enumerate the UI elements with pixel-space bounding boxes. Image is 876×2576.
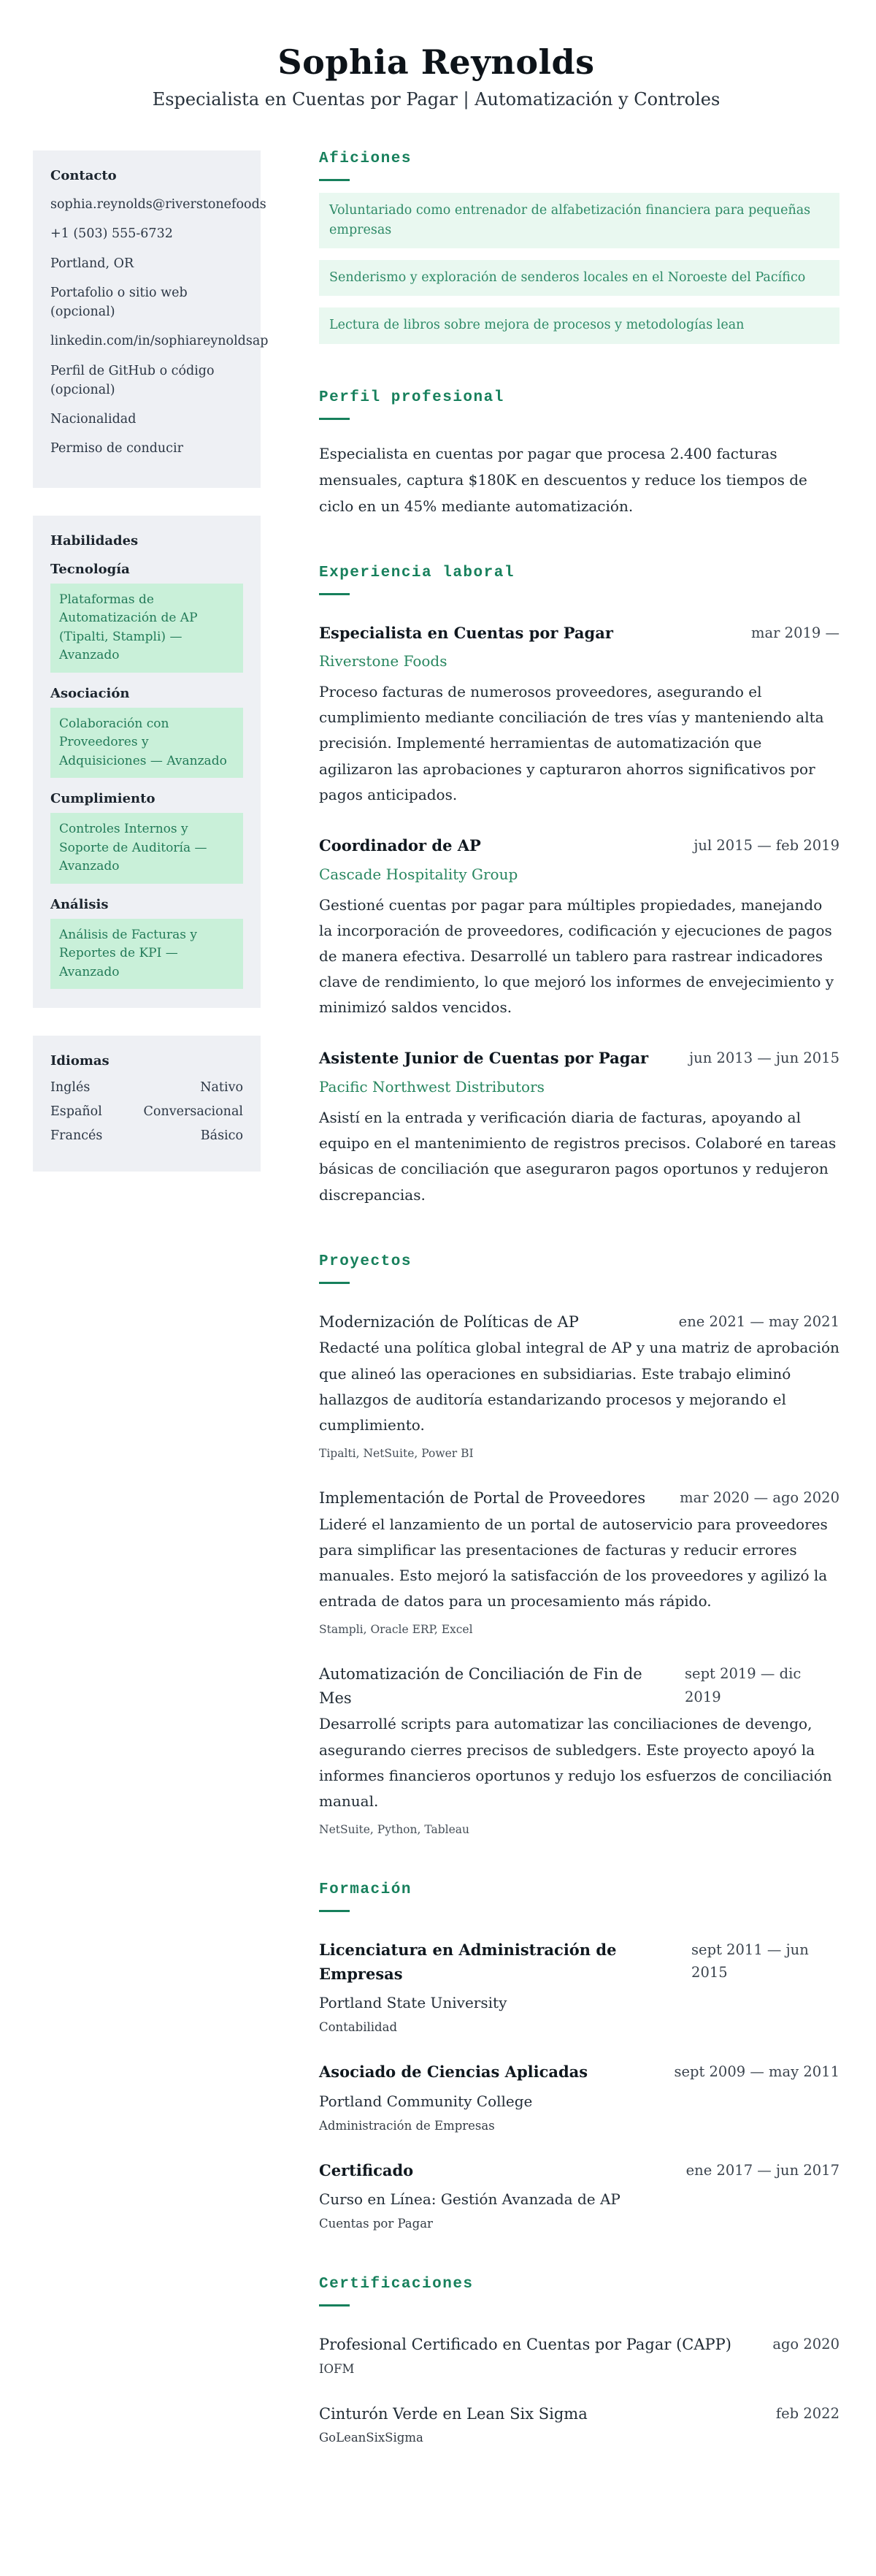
contact-item-linkedin: linkedin.com/in/sophiareynoldsap	[50, 334, 269, 349]
skill-category-label: Asociación	[50, 685, 130, 701]
language-level: Básico	[200, 1128, 243, 1143]
person-name: Sophia Reynolds	[277, 42, 595, 82]
project-entry	[319, 1662, 840, 1836]
education-school: Portland Community College	[319, 2092, 533, 2110]
section-underline	[319, 179, 350, 181]
experience-title: Experiencia laboral	[319, 564, 515, 581]
job-title: Especialista en Cuentas por Pagar	[319, 623, 613, 642]
job-header-left	[319, 834, 518, 885]
certification-name: Profesional Certificado en Cuentas por Pagar (CAPP)	[319, 2336, 731, 2354]
section-education	[319, 1881, 840, 2231]
job-title: Coordinador de AP	[319, 836, 481, 855]
language-level: Nativo	[200, 1080, 243, 1095]
contact-item-portfolio: Portafolio o sitio web (opcional)	[50, 285, 188, 319]
language-name: Inglés	[50, 1080, 91, 1095]
section-experience	[319, 565, 840, 1208]
education-header-left	[319, 2060, 588, 2133]
job-header	[319, 1047, 840, 1098]
contact-item-driving-license: Permiso de conducir	[50, 441, 183, 456]
skill-category-label: Tecnología	[50, 561, 130, 577]
project-tools: Tipalti, NetSuite, Power BI	[319, 1447, 474, 1461]
job-description: Asistí en la entrada y verificación diaria de facturas, apoyando al equipo en el mantenimiento de registros precisos. Colaboré en tareas básicas de conciliación que aseguraron pagos oportunos y redujeron discrepancias.	[319, 1109, 837, 1204]
project-dates: ene 2021 — may 2021	[678, 1312, 840, 1330]
education-school: Portland State University	[319, 1994, 507, 2012]
contact-card	[33, 150, 269, 488]
education-title: Formación	[319, 1881, 412, 1899]
skill-group	[50, 791, 243, 884]
certifications-title: Certificaciones	[319, 2276, 474, 2293]
education-header	[319, 2159, 840, 2231]
resume-header	[33, 42, 840, 110]
section-underline	[319, 593, 350, 595]
project-tools: Stampli, Oracle ERP, Excel	[319, 1623, 473, 1637]
project-header-left	[319, 1486, 645, 1510]
project-entry	[319, 1486, 840, 1636]
skill-group	[50, 897, 243, 990]
skill-chip: Plataformas de Automatización de AP (Tipalti, Stampli) — Avanzado	[50, 584, 243, 673]
job-dates: jun 2013 — jun 2015	[689, 1050, 840, 1067]
contact-item-phone: +1 (503) 555-6732	[50, 226, 173, 242]
language-row	[50, 1104, 243, 1119]
skill-category-label: Análisis	[50, 896, 109, 912]
certification-name: Cinturón Verde en Lean Six Sigma	[319, 2404, 588, 2423]
education-dates: sept 2011 — jun 2015	[691, 1941, 809, 1981]
project-title: Modernización de Políticas de AP	[319, 1312, 579, 1331]
job-header	[319, 622, 840, 673]
hobby-chip: Voluntariado como entrenador de alfabetización financiera para pequeñas empresas	[319, 193, 840, 248]
content-columns	[33, 150, 840, 2490]
project-entry	[319, 1310, 840, 1460]
certification-date: ago 2020	[772, 2336, 840, 2353]
education-entry	[319, 2159, 840, 2231]
job-company: Riverstone Foods	[319, 652, 447, 670]
skill-chip: Controles Internos y Soporte de Auditoría — Avanzado	[50, 813, 243, 884]
job-description: Proceso facturas de numerosos proveedores, asegurando el cumplimiento mediante conciliación de tres vías y manteniendo alta precisión. Implementé herramientas de automatización que agilizaron las aprobaciones y capturaron ahorros significativos por pagos anticipados.	[319, 683, 824, 803]
education-header-left	[319, 1938, 681, 2034]
section-certifications	[319, 2276, 840, 2445]
certification-header-left	[319, 2402, 588, 2445]
main-column	[319, 150, 840, 2490]
section-underline	[319, 2304, 350, 2306]
projects-title: Proyectos	[319, 1253, 412, 1270]
language-level: Conversacional	[143, 1104, 243, 1119]
job-header	[319, 834, 840, 885]
project-dates: sept 2019 — dic 2019	[685, 1665, 802, 1705]
education-focus: Cuentas por Pagar	[319, 2217, 433, 2231]
education-header-left	[319, 2159, 620, 2231]
project-title: Implementación de Portal de Proveedores	[319, 1489, 646, 1507]
language-name: Español	[50, 1104, 102, 1119]
job-entry	[319, 1047, 840, 1207]
skill-group	[50, 686, 243, 779]
skill-chip: Colaboración con Proveedores y Adquisiciones — Avanzado	[50, 708, 243, 779]
project-tools: NetSuite, Python, Tableau	[319, 1823, 469, 1837]
language-row	[50, 1080, 243, 1095]
education-focus: Contabilidad	[319, 2020, 398, 2035]
education-header	[319, 1938, 840, 2034]
contact-title: Contacto	[50, 168, 117, 183]
job-description: Gestioné cuentas por pagar para múltiples propiedades, manejando la incorporación de proveedores, codificación y ejecuciones de pagos de manera efectiva. Desarrollé un tablero para rastrear indicadores clave de rendimiento, lo que mejoró los informes de envejecimiento y minimizó saldos vencidos.	[319, 895, 834, 1017]
profile-text: Especialista en cuentas por pagar que procesa 2.400 facturas mensuales, captura $180K en descuentos y reduce los tiempos de ciclo en un 45% mediante automatización.	[319, 444, 807, 515]
skills-title: Habilidades	[50, 532, 139, 549]
certification-entry	[319, 2402, 840, 2445]
skill-category-label: Cumplimiento	[50, 791, 155, 806]
hobby-chip: Lectura de libros sobre mejora de procesos y metodologías lean	[319, 307, 840, 343]
job-entry	[319, 622, 840, 808]
sidebar	[33, 150, 269, 1199]
certification-issuer: IOFM	[319, 2361, 355, 2376]
section-hobbies	[319, 150, 840, 344]
person-tagline: Especialista en Cuentas por Pagar | Automatización y Controles	[152, 89, 721, 110]
languages-card	[33, 1036, 261, 1172]
languages-title: Idiomas	[50, 1053, 110, 1069]
job-header-left	[319, 622, 613, 673]
education-dates: sept 2009 — may 2011	[674, 2063, 840, 2081]
job-dates: jul 2015 — feb 2019	[694, 836, 840, 854]
education-dates: ene 2017 — jun 2017	[685, 2161, 840, 2179]
project-header	[319, 1662, 840, 1710]
certification-date: feb 2022	[775, 2404, 840, 2422]
job-title: Asistente Junior de Cuentas por Pagar	[319, 1049, 649, 1068]
education-entry	[319, 2060, 840, 2133]
education-degree: Certificado	[319, 2160, 414, 2179]
project-title: Automatización de Conciliación de Fin de Mes	[319, 1665, 642, 1707]
education-degree: Licenciatura en Administración de Empresas	[319, 1941, 617, 1983]
contact-item-location: Portland, OR	[50, 256, 134, 271]
project-description: Lideré el lanzamiento de un portal de autoservicio para proveedores para simplificar las presentaciones de facturas y reducir errores manuales. Esto mejoró la satisfacción de los proveedores y agilizó la entrada de datos para un procesamiento más rápido.	[319, 1515, 828, 1610]
education-header	[319, 2060, 840, 2133]
job-entry	[319, 834, 840, 1020]
project-header-left	[319, 1662, 675, 1710]
job-dates: mar 2019 —	[751, 624, 840, 641]
contact-item-nationality: Nacionalidad	[50, 412, 137, 427]
section-profile	[319, 389, 840, 519]
skill-group	[50, 562, 243, 673]
hobbies-title: Aficiones	[319, 150, 412, 167]
certification-header	[319, 2402, 840, 2445]
project-dates: mar 2020 — ago 2020	[680, 1489, 840, 1507]
section-underline	[319, 1282, 350, 1284]
education-focus: Administración de Empresas	[319, 2118, 495, 2133]
hobby-chip: Senderismo y exploración de senderos locales en el Noroeste del Pacífico	[319, 260, 840, 296]
certification-issuer: GoLeanSixSigma	[319, 2431, 423, 2445]
project-header-left	[319, 1310, 579, 1334]
education-degree: Asociado de Ciencias Aplicadas	[319, 2063, 588, 2082]
contact-item-email: sophia.reynolds@riverstonefoods	[50, 197, 266, 212]
section-projects	[319, 1253, 840, 1836]
language-name: Francés	[50, 1128, 103, 1143]
job-header-left	[319, 1047, 648, 1098]
certification-header	[319, 2333, 840, 2376]
project-header	[319, 1310, 840, 1334]
education-entry	[319, 1938, 840, 2034]
education-school: Curso en Línea: Gestión Avanzada de AP	[319, 2190, 620, 2209]
job-company: Cascade Hospitality Group	[319, 865, 518, 883]
project-header	[319, 1486, 840, 1510]
certification-header-left	[319, 2333, 731, 2376]
language-row	[50, 1128, 243, 1143]
contact-item-github: Perfil de GitHub o código (opcional)	[50, 363, 215, 397]
certification-entry	[319, 2333, 840, 2376]
section-underline	[319, 418, 350, 420]
skill-chip: Análisis de Facturas y Reportes de KPI — Avanzado	[50, 919, 243, 990]
section-underline	[319, 1910, 350, 1912]
project-description: Redacté una política global integral de AP y una matriz de aprobación que alineó las operaciones en subsidiarias. Este trabajo eliminó hallazgos de auditoría estandarizando procesos y mejorando el cumplimiento.	[319, 1339, 840, 1434]
project-description: Desarrollé scripts para automatizar las conciliaciones de devengo, asegurando cierres precisos de subledgers. Este proyecto apoyó la informes financieros oportunos y redujo los esfuerzos de conciliación manual.	[319, 1715, 832, 1811]
profile-title: Perfil profesional	[319, 389, 504, 406]
job-company: Pacific Northwest Distributors	[319, 1078, 545, 1096]
skills-card	[33, 516, 261, 1009]
